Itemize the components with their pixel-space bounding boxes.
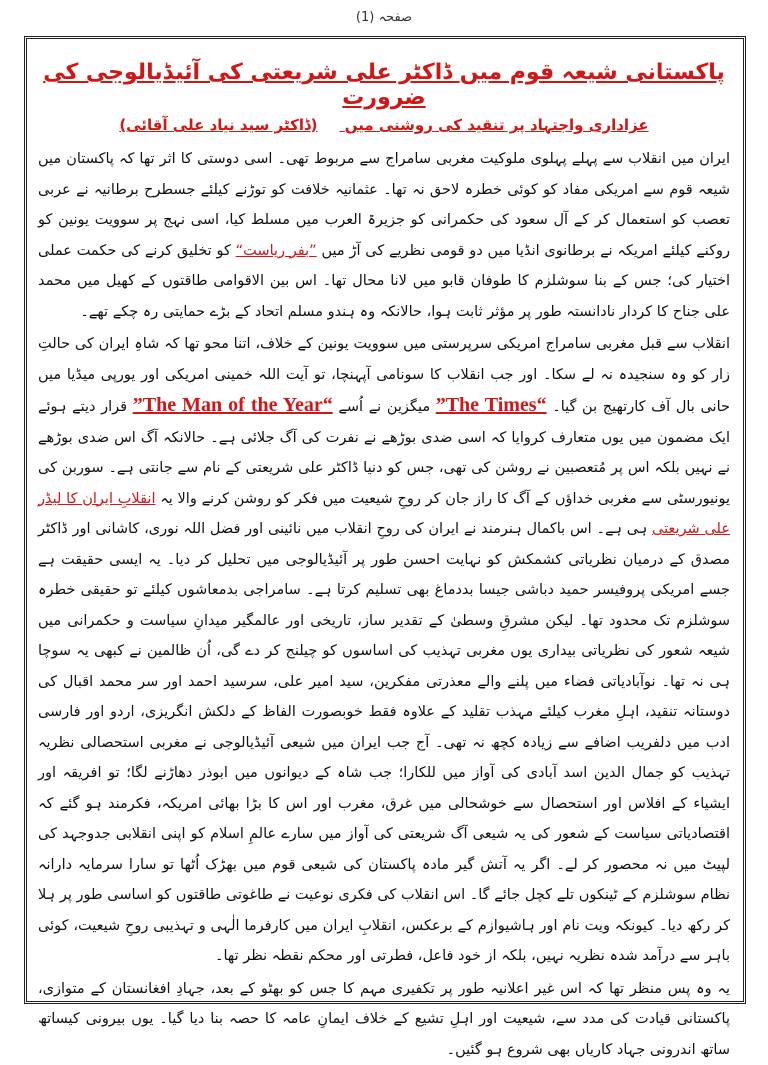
page-number: صفحہ (1) — [0, 10, 768, 25]
paragraph-1 — [38, 144, 730, 327]
subtitle-text: عزاداری واجتہاد پر تنقید کی روشنی میں — [345, 116, 649, 134]
highlight-man-of-the-year: ”The Man of the Year“ — [133, 394, 333, 416]
paragraph-1-text-a: ایران میں انقلاب سے پہلے پہلوی ملوکیت مغربی سامراج سے مربوط تھی۔ اسی دوستی کا اثر تھا کہ پاکستان میں شیعہ قوم سے امریکی مفاد کو کوئی خطرہ لاحق نہ تھا۔ عثمانیہ خلافت کو توڑنے کیلئے جسطرح برطانیہ نے عربی تعصب کو استعمال کر کے آل سعود کی حکمرانی کو جزیرۃ العرب میں مسلط کیا، اسی نہج پر سوویت یونین کو روکنے کیلئے امریکہ نے برطانوی انڈیا میں دو قومی نظریے کی آڑ میں — [38, 151, 730, 259]
highlight-the-times: ”The Times“ — [436, 394, 547, 416]
article — [38, 50, 730, 990]
paragraph-2-text-d: ہی ہے۔ اس باکمال ہنرمند نے ایران کی روحِ انقلاب میں نائینی اور فضل اللہ نوری، کاشانی اور ڈاکٹر مصدق کے درمیان نظریاتی کشمکش کو نہایت احسن طور پر آئیڈیالوجی میں تحلیل کر دیا۔ یہ ایسی حقیقت ہے جسے امریکی پروفیسر حمید دباشی جیسا بددماغ بھی تسلیم کرتا ہے۔ سامراجی بدمعاشوں کیلئے تو حقیقی خطرہ سوشلزم تک محدود تھا۔ لیکن مشرقِ وسطیٰ کے تقدیر ساز، تاریخی اور عالمگیر میدانِ سیاست و حکمرانی میں شیعہ شعور کی نظریاتی بیداری یوں مغربی تہذیب کی اساسوں کو چیلنج کر دے گی، اُن ظالمین نے کبھی یہ سوچا ہی نہ تھا۔ نوآبادیاتی فضاء میں پلنے والے معذرتی مفکرین، سید امیر علی، سرسید احمد اور سر محمد اقبال کی دوستانہ تنقید، اہلِ مغرب کیلئے مہذب تقلید کے علاوہ فقط خوبصورت الفاظ کے دلکش انگریزی، اردو اور فارسی ادب میں دلفریب اضافے سے زیادہ کچھ نہ تھی۔ آج جب ایران میں شیعی آئیڈیالوجی نے مغربی استحصالی نظریہ تہذیب کو جمال الدین اسد آبادی کی آواز میں للکارا؛ جب شاہ کے دیوانوں میں ابوذر دھاڑنے لگا؛ تو افریقہ اور ایشیاء کے افلاس اور استحصال سے خوشحالی میں غرق، مغرب اور اس کا بڑا بھائی امریکہ، فکرمند ہو گئے کہ اقتصادیاتی سیاست کے شعور کی یہ شیعی آگ شریعتی کی آواز میں سارے عالمِ اسلام کو اپنی انقلابی جدوجہد کی لپیٹ میں نہ محصور کر لے۔ اگر یہ آتش گیر مادہ پاکستان کی شیعی قوم میں بھڑک اُٹھا تو سارا سرمایہ دارانہ نظام سوشلزم کے ٹینکوں تلے کچل جائے گا۔ اس انقلاب کی فکری نوعیت نے طاغوتی طاقتوں کو اساسی طور پر ہلا کر رکھ دیا۔ کیونکہ ویت نام اور ہاشیوازم کے برعکس، انقلابِ ایران میں کارفرما الٰہی و تہذیبی روحِ شیعیت، کوئی باہر سے درآمد شدہ نظریہ نہیں، بلکہ از خود فاعل، فطرتی اور محکم نقطہ نظر تھا۔ — [38, 521, 730, 964]
paragraph-2-text-c: قرار دیتے ہوئے ایک مضمون میں یوں متعارف کروایا کہ اسی ضدی بوڑھے نے نفرت کی آگ جلائی ہے۔ حالانکہ آگ اس ضدی بوڑھے نے نہیں بلکہ اس پر مُتعصبین نے روشن کی تھی، جس کو دنیا ڈاکٹر علی شریعتی کے نام سے جانتی ہے۔ سوربن کی یونیورسٹی سے مغربی خداؤں کے آگ کا راز جان کر روحِ شیعیت میں فکر کو روشن کرنے والا یہ — [38, 399, 730, 507]
article-subtitle — [38, 116, 730, 134]
paragraph-2-text-b: میگزین نے اُسے — [333, 399, 436, 415]
paragraph-3: یہ وہ پس منظر تھا کہ اس غیر اعلانیہ طور پر تکفیری مہم کا جس کو بھٹو کے بعد، جہادِ افغانستان کے متوازی، پاکستانی قیادت کی مدد سے، شیعیت اور اہلِ تشیع کے خلاف ایمانِ عامہ کا حصہ بنا دیا گیا۔ یوں بیرونی کیساتھ ساتھ اندرونی جہاد کاریاں بھی شروع ہو گئیں۔ — [38, 974, 730, 1065]
paragraph-2-text-a: انقلاب سے قبل مغربی سامراج امریکی سرپرستی میں سوویت یونین کے خلاف، اتنا محو تھا کہ شاہِ ایران کی حالتِ زار کو وہ سنجیدہ نہ لے سکا۔ اور جب انقلاب کا سونامی آپہنچا، تو آیت اللہ خمینی امریکی اور یورپی میڈیا میں حانی بال آف کارتھیج بن گیا۔ — [38, 336, 730, 415]
article-title: پاکستانی شیعہ قوم میں ڈاکٹر علی شریعتی کی آئیڈیالوجی کی ضرورت — [38, 60, 730, 110]
highlight-buffer-state: ”بفر ریاست“ — [236, 243, 317, 259]
author-name: (ڈاکٹر سید نیاد علی آقائی) — [119, 116, 317, 134]
paragraph-1-text-b: کو تخلیق کرنے کی حکمت عملی اختیار کی؛ جس کے بنا سوشلزم کا طوفان قابو میں لانا محال تھا۔ اس بین الاقوامی طاقتوں کے کھیل میں محمد علی جناح کا کردار نادانستہ طور پر مؤثر ثابت ہوا، حالانکہ وہ ہندو مسلم اتحاد کے بڑے حمایتی رہ چکے تھے۔ — [38, 243, 730, 320]
highlight-revolution-leader: انقلابِ ایران کا لیڈر علی شریعتی — [38, 491, 730, 538]
paragraph-2 — [38, 329, 730, 972]
